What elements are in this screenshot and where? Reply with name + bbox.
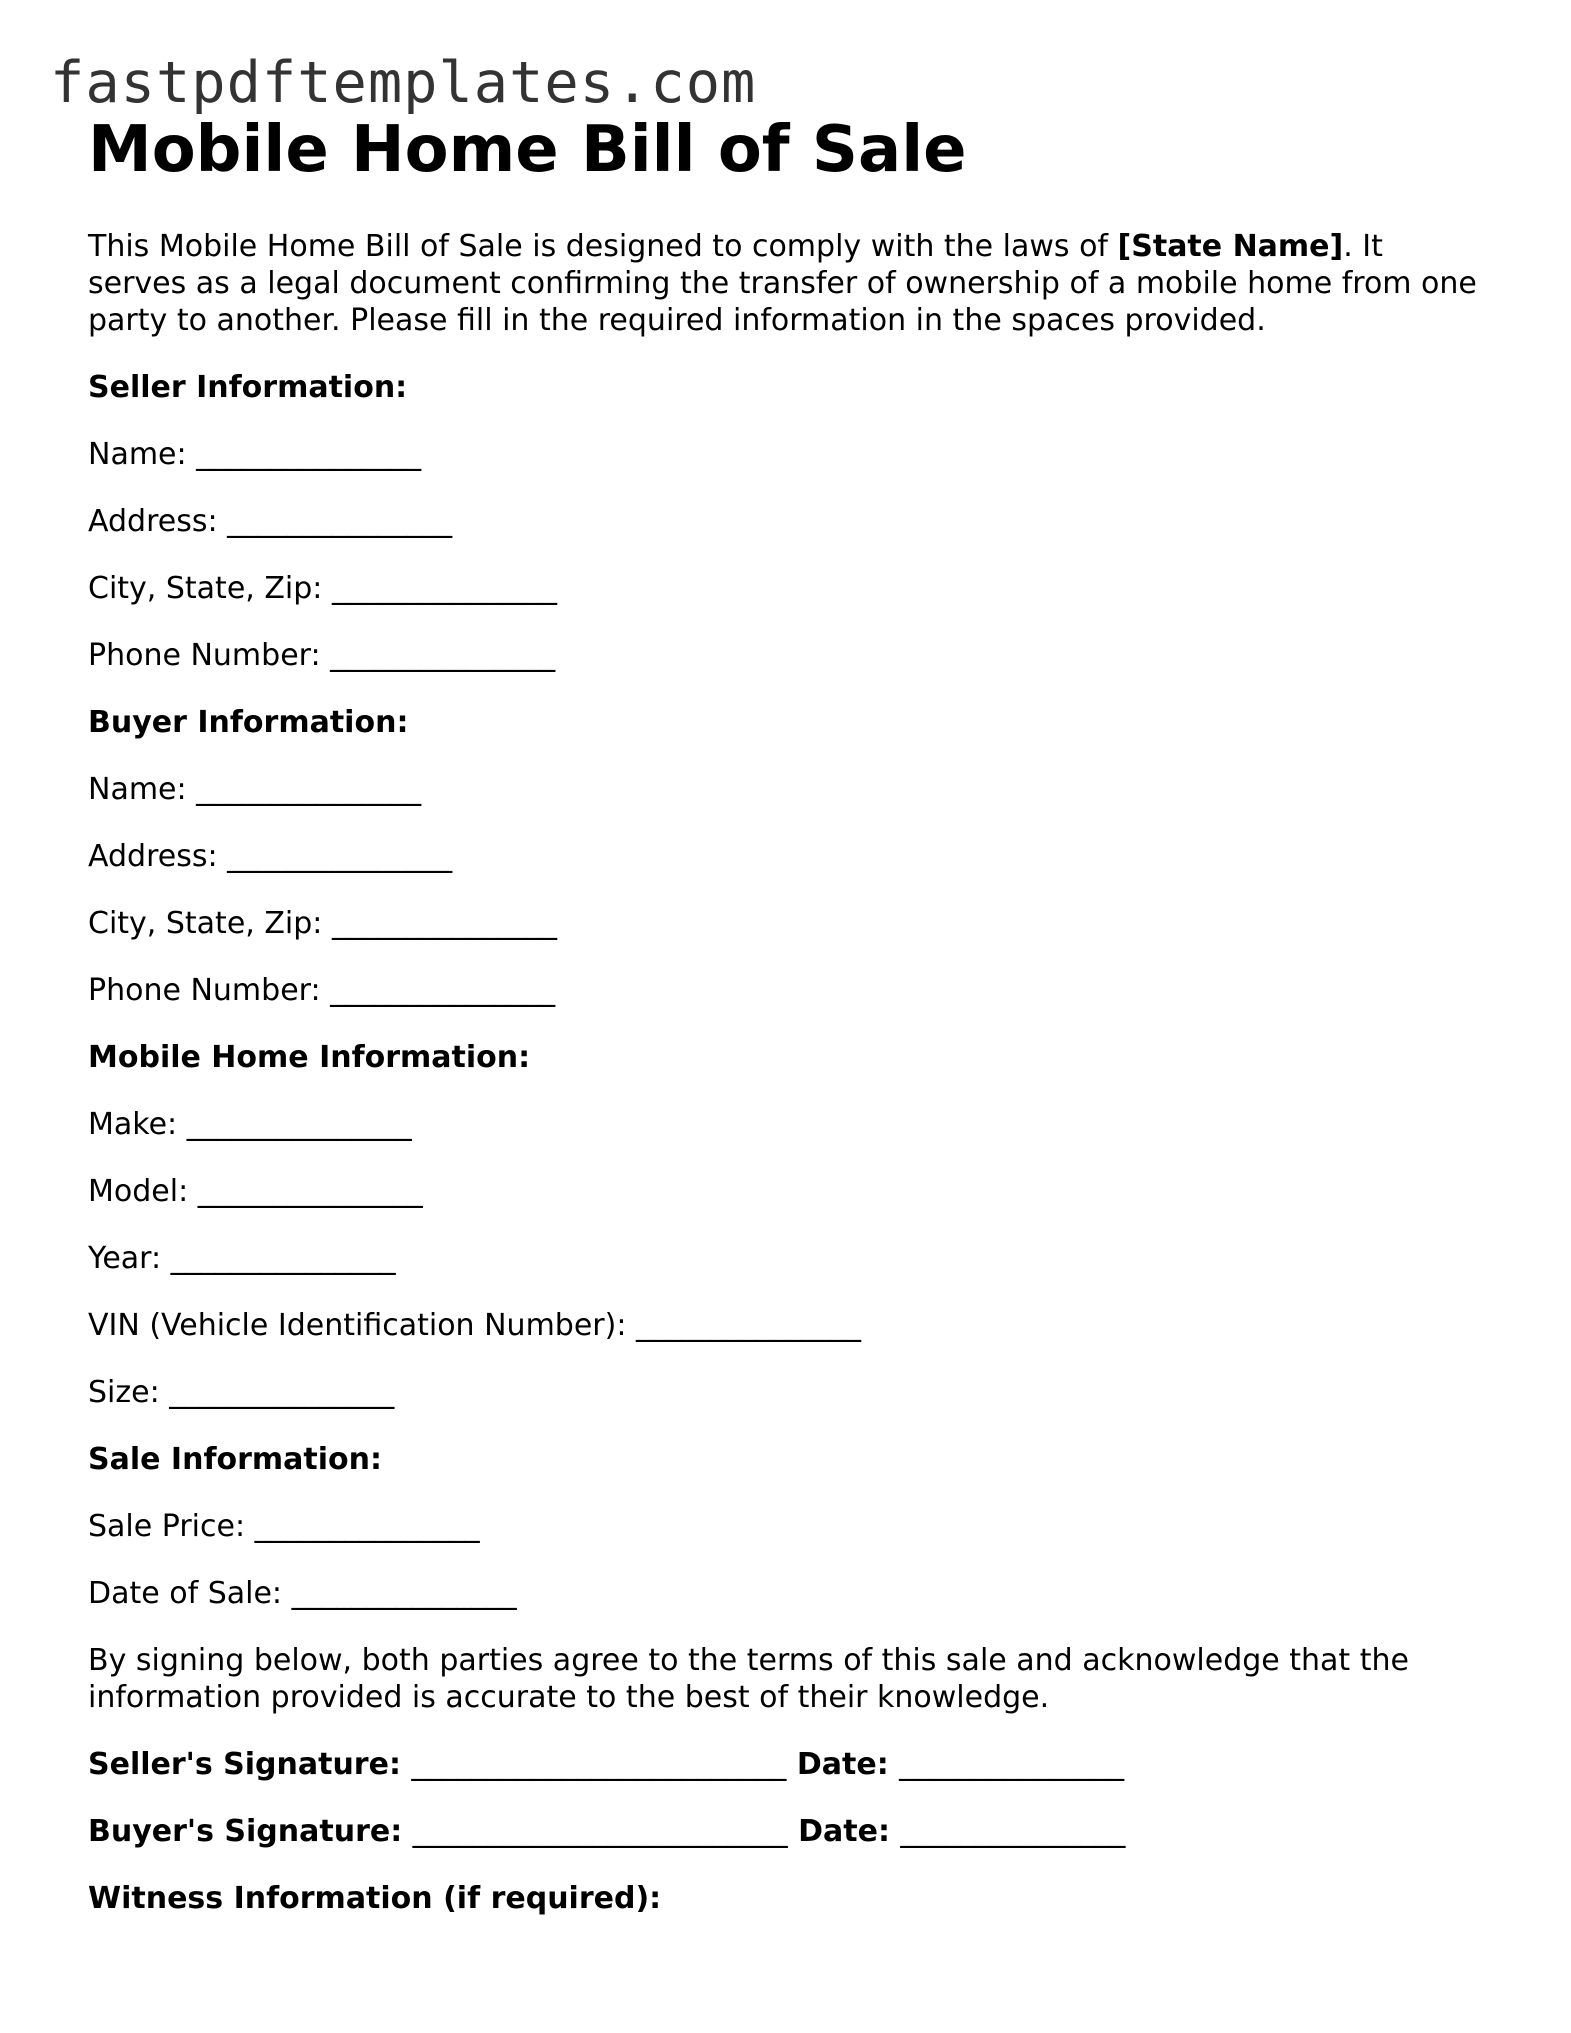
size-label: Size: (88, 1375, 160, 1410)
seller-address-field (88, 503, 1488, 540)
vin-field (88, 1307, 1488, 1344)
witness-section-heading: Witness Information (if required): (88, 1881, 662, 1916)
buyer-signature-row (88, 1813, 1488, 1850)
buyer-city-state-zip-label: City, State, Zip: (88, 906, 323, 941)
buyer-signature-blank[interactable]: _________________________ (412, 1814, 788, 1849)
make-field (88, 1106, 1488, 1143)
seller-signature-blank[interactable]: _________________________ (411, 1747, 787, 1782)
document-title: Mobile Home Bill of Sale (88, 113, 967, 187)
year-blank[interactable]: _______________ (170, 1241, 396, 1276)
seller-address-blank[interactable]: _______________ (227, 504, 453, 539)
home-section-heading: Mobile Home Information: (88, 1040, 531, 1075)
intro-text-start: This Mobile Home Bill of Sale is designed to comply with the laws of (88, 229, 1118, 264)
size-field (88, 1374, 1488, 1411)
buyer-phone-field (88, 972, 1488, 1009)
size-blank[interactable]: _______________ (169, 1375, 395, 1410)
sale-date-label: Date of Sale: (88, 1576, 283, 1611)
state-name-placeholder: [State Name] (1117, 229, 1344, 264)
buyer-section-heading: Buyer Information: (88, 705, 409, 740)
buyer-phone-label: Phone Number: (88, 973, 321, 1008)
buyer-signature-label: Buyer's Signature: (88, 1814, 403, 1849)
seller-city-state-zip-field (88, 570, 1488, 607)
buyer-date-blank[interactable]: _______________ (900, 1814, 1126, 1849)
buyer-name-label: Name: (88, 772, 187, 807)
intro-paragraph (88, 228, 1488, 339)
seller-date-blank[interactable]: _______________ (899, 1747, 1125, 1782)
watermark: fastpdftemplates.com (50, 50, 757, 116)
buyer-date-label: Date: (798, 1814, 890, 1849)
buyer-address-label: Address: (88, 839, 218, 874)
year-field (88, 1240, 1488, 1277)
seller-name-field (88, 436, 1488, 473)
year-label: Year: (88, 1241, 162, 1276)
buyer-address-blank[interactable]: _______________ (227, 839, 453, 874)
sale-date-blank[interactable]: _______________ (291, 1576, 517, 1611)
seller-signature-row (88, 1746, 1488, 1783)
vin-blank[interactable]: _______________ (635, 1308, 861, 1343)
seller-city-state-zip-blank[interactable]: _______________ (331, 571, 557, 606)
sale-price-field (88, 1508, 1488, 1545)
sale-date-field (88, 1575, 1488, 1612)
buyer-city-state-zip-blank[interactable]: _______________ (331, 906, 557, 941)
document-page (88, 112, 1488, 1917)
intro-text-end: . It serves as a legal document confirming the transfer of ownership of a mobile home from one party to another. Please fill in the required information in the spaces provided. (88, 229, 1477, 338)
buyer-address-field (88, 838, 1488, 875)
model-field (88, 1173, 1488, 1210)
sale-section-heading: Sale Information: (88, 1442, 382, 1477)
seller-phone-blank[interactable]: _______________ (330, 638, 556, 673)
model-blank[interactable]: _______________ (197, 1174, 423, 1209)
seller-city-state-zip-label: City, State, Zip: (88, 571, 323, 606)
seller-phone-label: Phone Number: (88, 638, 321, 673)
model-label: Model: (88, 1174, 189, 1209)
seller-name-blank[interactable]: _______________ (196, 437, 422, 472)
vin-label: VIN (Vehicle Identification Number): (88, 1308, 627, 1343)
seller-signature-label: Seller's Signature: (88, 1747, 401, 1782)
seller-address-label: Address: (88, 504, 218, 539)
sale-price-label: Sale Price: (88, 1509, 246, 1544)
sale-price-blank[interactable]: _______________ (254, 1509, 480, 1544)
make-label: Make: (88, 1107, 178, 1142)
seller-phone-field (88, 637, 1488, 674)
buyer-name-field (88, 771, 1488, 808)
seller-name-label: Name: (88, 437, 187, 472)
seller-date-label: Date: (796, 1747, 889, 1782)
buyer-city-state-zip-field (88, 905, 1488, 942)
make-blank[interactable]: _______________ (186, 1107, 412, 1142)
buyer-name-blank[interactable]: _______________ (196, 772, 422, 807)
seller-section-heading: Seller Information: (88, 370, 408, 405)
buyer-phone-blank[interactable]: _______________ (330, 973, 556, 1008)
closing-paragraph: By signing below, both parties agree to the terms of this sale and acknowledge that the information provided is accurate to the best of their knowledge. (88, 1643, 1409, 1715)
